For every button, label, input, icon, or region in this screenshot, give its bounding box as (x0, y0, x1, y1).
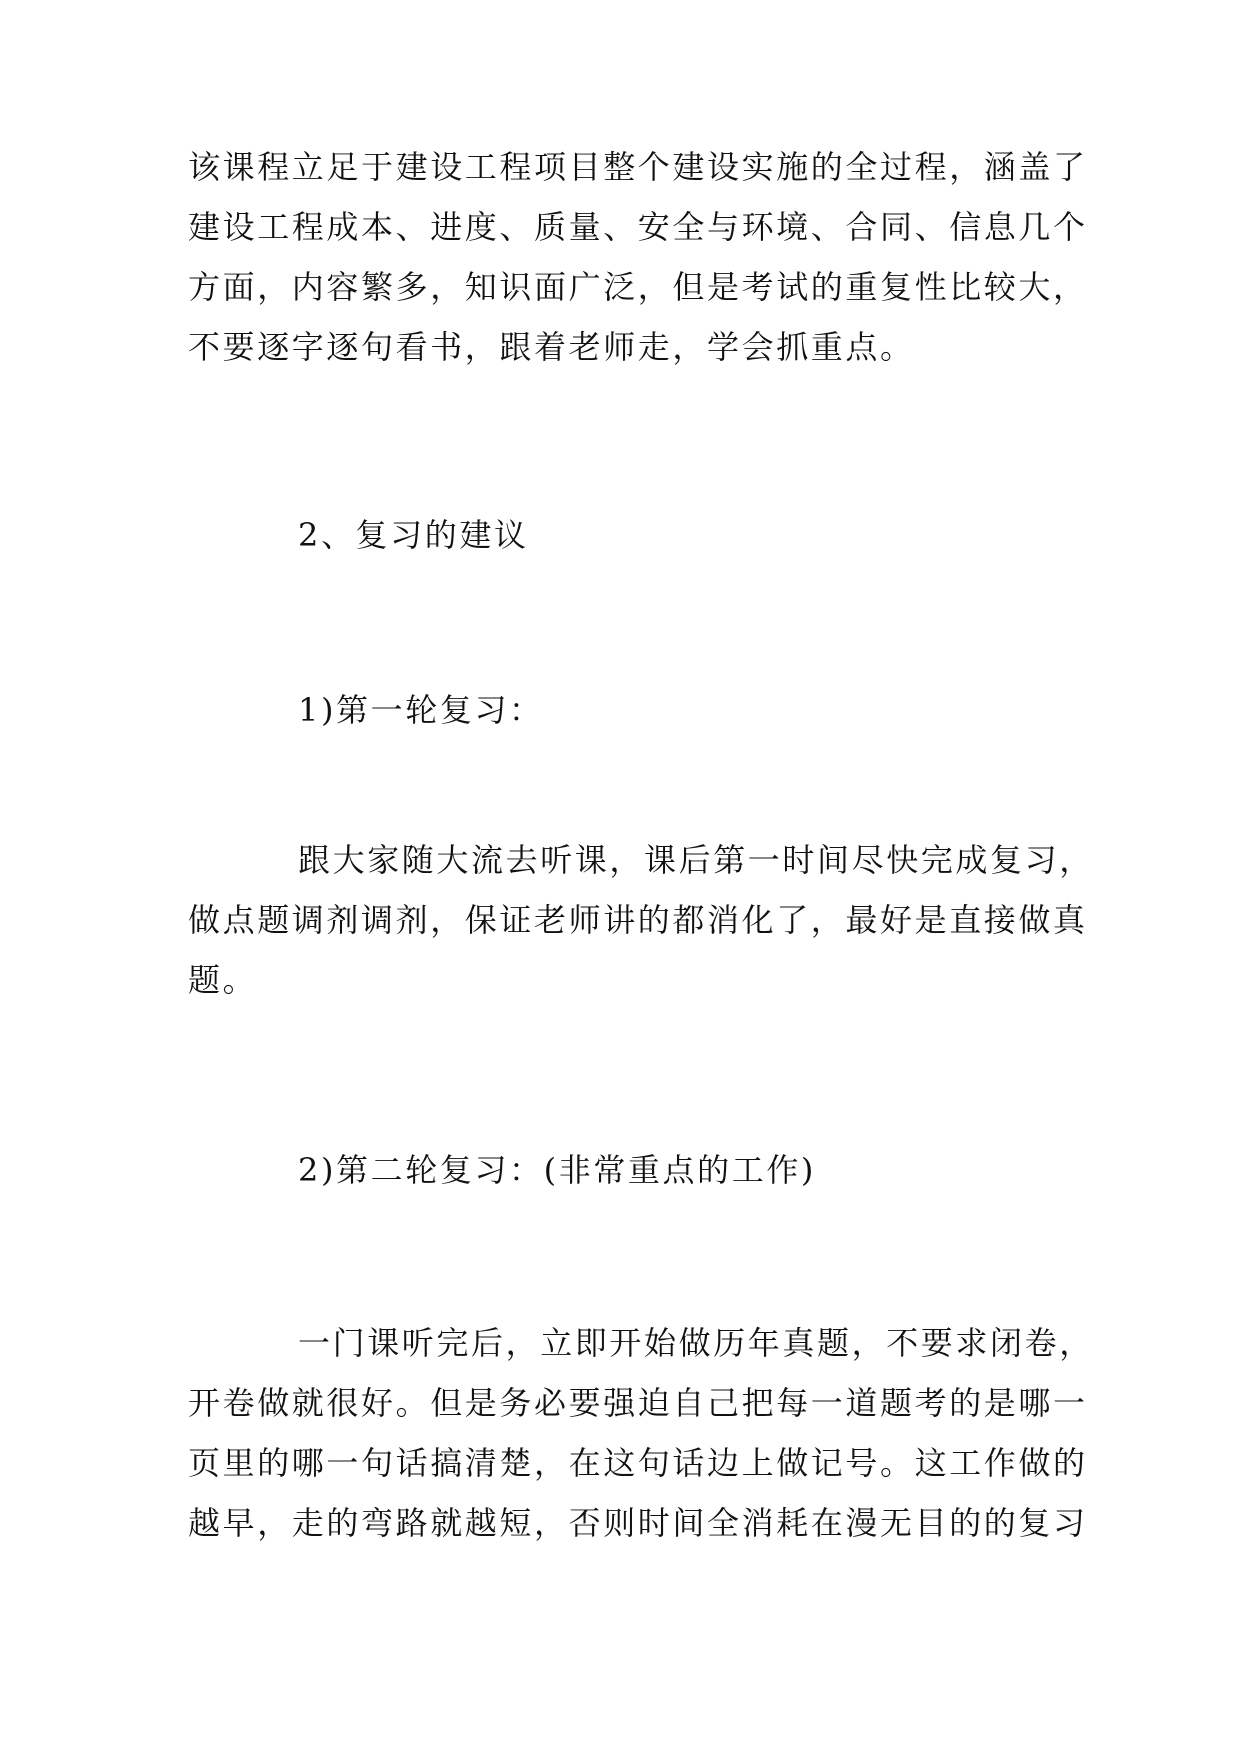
paragraph-line: 做点题调剂调剂，保证老师讲的都消化了，最好是直接做真 (188, 901, 1088, 939)
paragraph-line: 一门课听完后，立即开始做历年真题，不要求闭卷， (298, 1324, 1094, 1362)
paragraph-line: 越早，走的弯路就越短，否则时间全消耗在漫无目的的复习 (188, 1504, 1088, 1542)
subheading-first-round: 1)第一轮复习： (298, 691, 544, 729)
paragraph-course-overview (188, 137, 1088, 377)
paragraph-line: 题。 (188, 961, 258, 999)
paragraph-line: 该课程立足于建设工程项目整个建设实施的全过程，涵盖了 (188, 148, 1088, 186)
section-heading-review-advice: 2、复习的建议 (298, 516, 529, 554)
paragraph-line: 跟大家随大流去听课，课后第一时间尽快完成复习， (298, 841, 1094, 879)
paragraph-line: 页里的哪一句话搞清楚，在这句话边上做记号。这工作做的 (188, 1444, 1088, 1482)
subheading-second-round: 2)第二轮复习：(非常重点的工作) (298, 1151, 817, 1189)
paragraph-line: 不要逐字逐句看书，跟着老师走，学会抓重点。 (188, 328, 915, 366)
paragraph-first-round (188, 830, 1094, 1010)
paragraph-line: 开卷做就很好。但是务必要强迫自己把每一道题考的是哪一 (188, 1384, 1088, 1422)
paragraph-second-round (188, 1313, 1094, 1553)
paragraph-line: 方面，内容繁多，知识面广泛，但是考试的重复性比较大， (188, 268, 1088, 306)
paragraph-line: 建设工程成本、进度、质量、安全与环境、合同、信息几个 (188, 208, 1088, 246)
